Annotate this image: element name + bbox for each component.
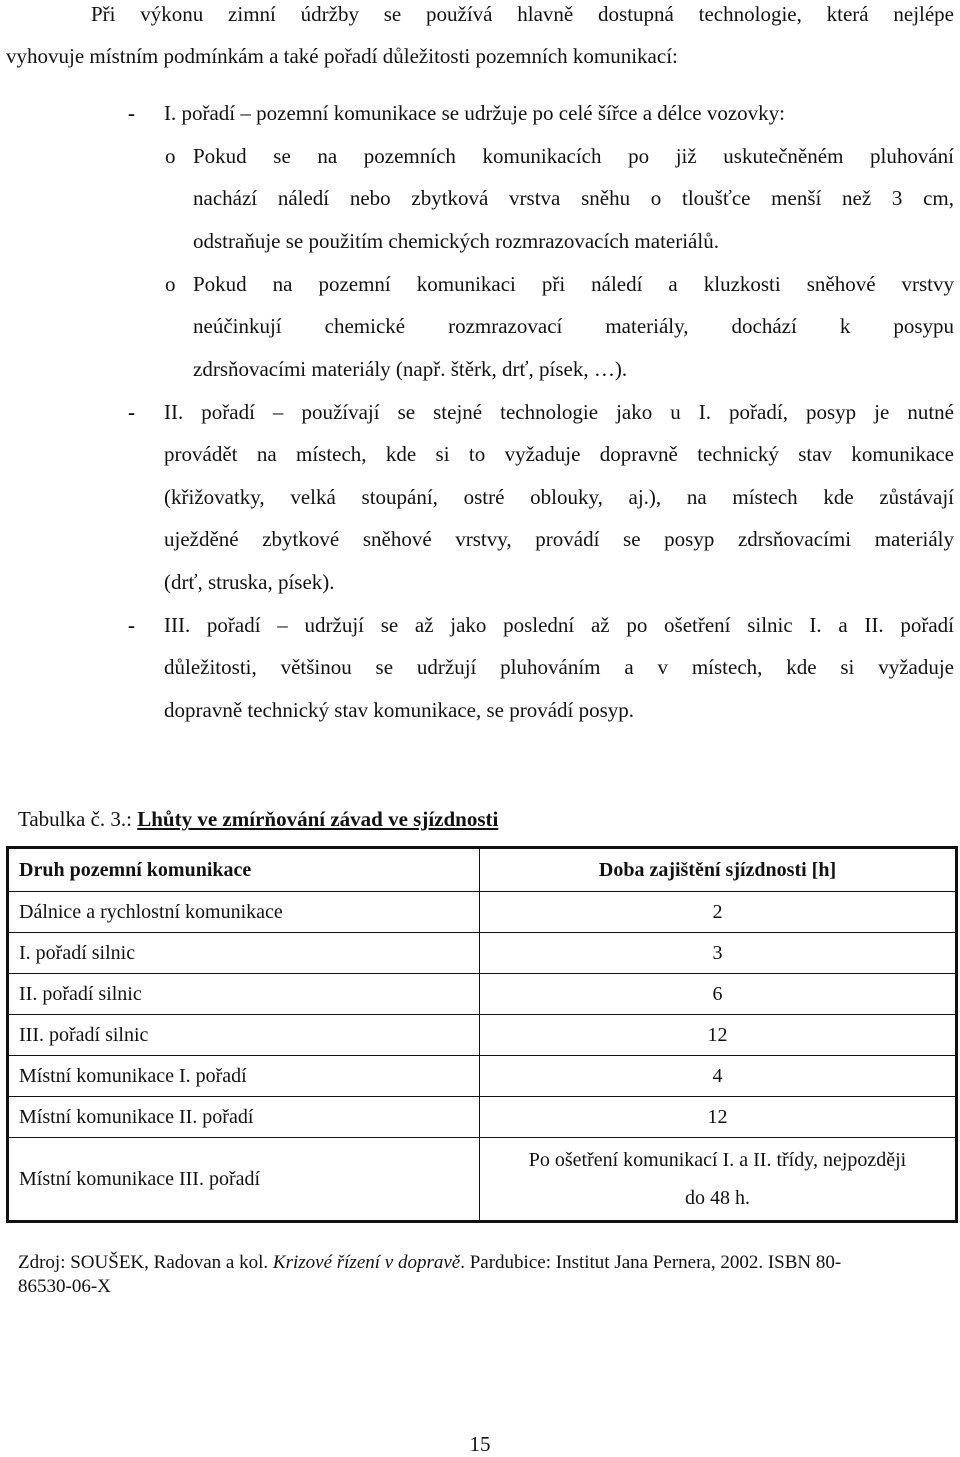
table-row xyxy=(8,1097,957,1138)
cell-time: 6 xyxy=(480,974,957,1015)
source-prefix: Zdroj: SOUŠEK, Radovan a kol. xyxy=(18,1252,273,1273)
cell-time: 12 xyxy=(480,1015,957,1056)
list-dash: - xyxy=(128,101,135,125)
cell-road-type: Místní komunikace II. pořadí xyxy=(8,1097,480,1138)
item2-line-1: II. pořadí – používají se stejné technologie jako u I. pořadí, posyp je nutné xyxy=(164,400,954,424)
table-row xyxy=(8,1015,957,1056)
cell-time: 2 xyxy=(480,892,957,933)
item3-line-1: III. pořadí – udržují se až jako poslední až po ošetření silnic I. a II. pořadí xyxy=(164,613,954,637)
table-row xyxy=(8,933,957,974)
item1-sub1-line-3: odstraňuje se použitím chemických rozmrazovacích materiálů. xyxy=(193,229,719,253)
source-title: Krizové řízení v dopravě xyxy=(272,1252,461,1273)
cell-time-line-1: Po ošetření komunikací I. a II. třídy, nejpozději xyxy=(528,1149,907,1171)
table-row xyxy=(8,892,957,933)
cell-time: 4 xyxy=(480,1056,957,1097)
list-dash: - xyxy=(128,613,135,637)
table-row xyxy=(8,974,957,1015)
item1-sub1-line-2: nachází náledí nebo zbytková vrstva sněhu o tloušťce menší než 3 cm, xyxy=(193,186,954,210)
header-road-type: Druh pozemní komunikace xyxy=(8,848,480,892)
item1-sub1-line-1: Pokud se na pozemních komunikacích po již uskutečněném pluhování xyxy=(193,144,954,168)
item2-line-4: uježděné zbytkové sněhové vrstvy, provádí se posyp zdrsňovacími materiály xyxy=(164,527,954,551)
item3-line-2: důležitosti, většinou se udržují pluhováním a v místech, kde si vyžaduje xyxy=(164,655,954,679)
cell-time: 12 xyxy=(480,1097,957,1138)
cell-time-line-2: do 48 h. xyxy=(685,1187,750,1209)
table-header-row xyxy=(8,848,957,892)
source-line-2: 86530-06-X xyxy=(18,1276,111,1297)
cell-road-type: III. pořadí silnic xyxy=(8,1015,480,1056)
item1-sub2-line-2: neúčinkují chemické rozmrazovací materiály, dochází k posypu xyxy=(193,314,954,338)
table-caption xyxy=(18,807,498,832)
item1-sub2-line-3: zdrsňovacími materiály (např. štěrk, drť, písek, …). xyxy=(193,357,628,381)
cell-road-type: I. pořadí silnic xyxy=(8,933,480,974)
item1-line-1: I. pořadí – pozemní komunikace se udržuje po celé šířce a délce vozovky: xyxy=(164,101,786,125)
cell-time: 3 xyxy=(480,933,957,974)
table-caption-title: Lhůty ve zmírňování závad ve sjízdnosti xyxy=(137,807,499,831)
header-time: Doba zajištění sjízdnosti [h] xyxy=(480,848,957,892)
table-row xyxy=(8,1056,957,1097)
intro-line-1: Při výkonu zimní údržby se používá hlavně dostupná technologie, která nejlépe xyxy=(91,2,954,26)
cell-time xyxy=(480,1138,957,1222)
item2-line-5: (drť, struska, písek). xyxy=(164,570,335,594)
list-dash: - xyxy=(128,400,135,424)
sub-bullet: o xyxy=(165,144,176,168)
cell-road-type: II. pořadí silnic xyxy=(8,974,480,1015)
source-line-1 xyxy=(18,1252,841,1274)
item2-line-3: (křižovatky, velká stoupání, ostré oblouky, aj.), na místech kde zůstávají xyxy=(164,485,954,509)
cell-road-type: Dálnice a rychlostní komunikace xyxy=(8,892,480,933)
item3-line-3: dopravně technický stav komunikace, se provádí posyp. xyxy=(164,698,635,722)
cell-road-type: Místní komunikace III. pořadí xyxy=(8,1138,480,1222)
table-row xyxy=(8,1138,957,1222)
table-caption-label: Tabulka č. 3.: xyxy=(18,807,132,831)
sub-bullet: o xyxy=(165,272,176,296)
source-suffix: . Pardubice: Institut Jana Pernera, 2002. ISBN 80- xyxy=(460,1252,842,1273)
intro-line-2: vyhovuje místním podmínkám a také pořadí důležitosti pozemních komunikací: xyxy=(6,44,678,68)
page-number: 15 xyxy=(469,1432,491,1456)
deadline-table xyxy=(6,846,958,1223)
cell-road-type: Místní komunikace I. pořadí xyxy=(8,1056,480,1097)
item2-line-2: provádět na místech, kde si to vyžaduje dopravně technický stav komunikace xyxy=(164,442,954,466)
item1-sub2-line-1: Pokud na pozemní komunikaci při náledí a kluzkosti sněhové vrstvy xyxy=(193,272,954,296)
